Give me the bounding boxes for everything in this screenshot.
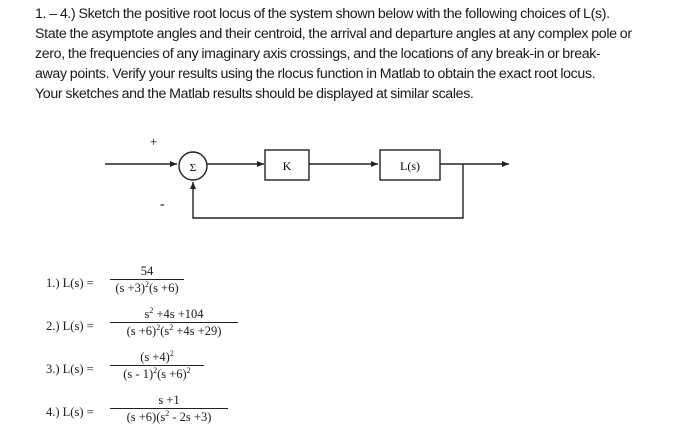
equation-1-fraction <box>110 264 184 295</box>
problem-line-1: 1. – 4.) Sketch the positive root locus of the system shown below with the following choices of L(s). <box>35 6 610 22</box>
equation-1-numerator: 54 <box>140 264 154 278</box>
problem-line-3: zero, the frequencies of any imaginary axis crossings, and the locations of any break-in or break- <box>35 46 601 62</box>
equation-1-label: 1.) L(s) = <box>46 276 94 290</box>
equation-4-label: 4.) L(s) = <box>46 405 94 419</box>
equation-3-numerator: $(s +4)^2$ <box>140 349 174 364</box>
equation-4-fraction <box>110 393 228 424</box>
equation-4-numerator: s +1 <box>158 393 180 407</box>
minus-sign: - <box>160 197 165 212</box>
equation-3-label: 3.) L(s) = <box>46 362 94 376</box>
equation-1-denominator: $(s +3)^2(s +6)$ <box>115 280 179 295</box>
equation-2-fraction <box>110 307 238 338</box>
problem-line-5: Your sketches and the Matlab results should be displayed at similar scales. <box>35 86 474 102</box>
summer-label: Σ <box>189 162 197 174</box>
fraction-bar <box>110 322 238 323</box>
equation-3-denominator: $(s - 1)^2(s +6)^2$ <box>123 366 191 381</box>
equation-4-denominator: $(s +6)(s^2 - 2s +3)$ <box>126 409 212 424</box>
gain-label: K <box>282 159 292 173</box>
problem-line-4: away points. Verify your results using the rlocus function in Matlab to obtain the exact root locus. <box>35 66 596 82</box>
problem-line-2: State the asymptote angles and their centroid, the arrival and departure angles at any complex pole or <box>35 26 632 42</box>
equation-2-numerator: $s^2 +4s +104$ <box>144 306 204 321</box>
plant-label: L(s) <box>400 159 420 173</box>
plus-sign: + <box>150 134 158 149</box>
equation-3-fraction <box>110 350 204 381</box>
equation-2-label: 2.) L(s) = <box>46 319 94 333</box>
equation-2-denominator: $(s +6)^2(s^2 +4s +29)$ <box>126 323 222 338</box>
